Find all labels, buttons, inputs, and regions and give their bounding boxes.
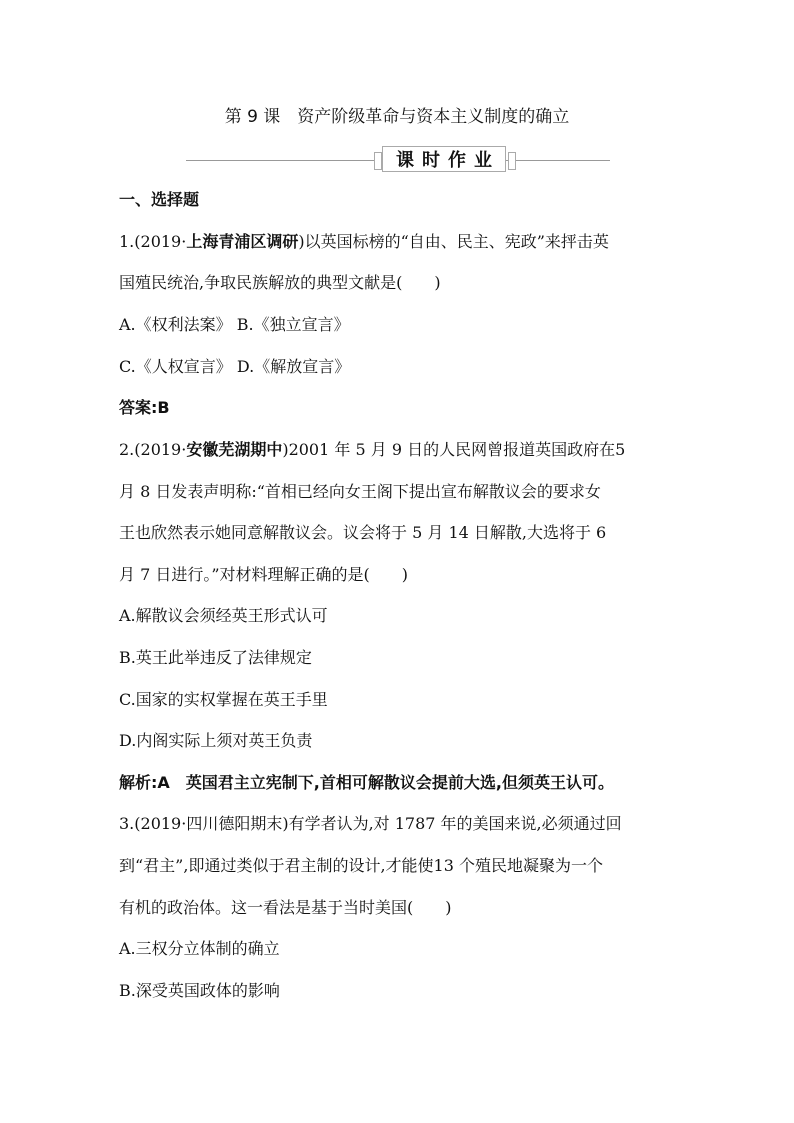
lesson-title: 第 9 课 资产阶级革命与资本主义制度的确立 bbox=[224, 107, 570, 127]
q3-line-3: 有机的政治体。这一看法是基于当时美国( ) bbox=[119, 898, 452, 917]
q1-answer: 答案:B bbox=[119, 398, 170, 417]
banner-text: 课时作业 bbox=[396, 150, 500, 171]
q2-option-b: B.英王此举违反了法律规定 bbox=[119, 648, 312, 667]
q2-source: 安徽芜湖期中 bbox=[186, 440, 283, 459]
q2-line-3: 王也欣然表示她同意解散议会。议会将于 5 月 14 日解散,大选将于 6 bbox=[119, 523, 607, 542]
q1-source: 上海青浦区调研 bbox=[186, 232, 299, 251]
q1-options-ab: A.《权利法案》 B.《独立宣言》 bbox=[119, 315, 350, 334]
q2-line-2: 月 8 日发表声明称:“首相已经向女王阁下提出宣布解散议会的要求女 bbox=[119, 482, 601, 501]
q3-line-2: 到“君主”,即通过类似于君主制的设计,才能使13 个殖民地凝聚为一个 bbox=[119, 856, 603, 875]
q3-prefix: 3.(2019· bbox=[119, 814, 187, 833]
q2-option-c: C.国家的实权掌握在英王手里 bbox=[119, 690, 328, 709]
q1-prefix: 1.(2019· bbox=[119, 232, 187, 251]
q2-line-4: 月 7 日进行。”对材料理解正确的是( ) bbox=[119, 565, 409, 584]
q3-option-b: B.深受英国政体的影响 bbox=[119, 981, 280, 1000]
homework-banner bbox=[186, 144, 610, 174]
q3-source: 四川德阳期末 bbox=[186, 814, 283, 833]
q2-option-d: D.内阁实际上须对英王负责 bbox=[119, 731, 313, 750]
section-heading: 一、选择题 bbox=[119, 190, 200, 209]
q2-prefix: 2.(2019· bbox=[119, 440, 187, 459]
banner-right-cap bbox=[508, 152, 516, 170]
q1-line-1 bbox=[119, 230, 679, 254]
q3-option-a: A.三权分立体制的确立 bbox=[119, 939, 280, 958]
banner-box bbox=[382, 146, 506, 172]
q2-option-a: A.解散议会须经英王形式认可 bbox=[119, 606, 328, 625]
q1-line-2: 国殖民统治,争取民族解放的典型文献是( ) bbox=[119, 273, 441, 292]
q2-analysis: 解析:A 英国君主立宪制下,首相可解散议会提前大选,但须英王认可。 bbox=[119, 773, 614, 792]
q3-line-1 bbox=[119, 812, 679, 836]
banner-left-cap bbox=[374, 152, 382, 170]
q2-line-1 bbox=[119, 438, 679, 462]
q3-text-1: )有学者认为,对 1787 年的美国来说,必须通过回 bbox=[282, 814, 622, 833]
q2-text-1: )2001 年 5 月 9 日的人民网曾报道英国政府在5 bbox=[282, 440, 626, 459]
q1-options-cd: C.《人权宣言》 D.《解放宣言》 bbox=[119, 357, 351, 376]
q1-text-1: )以英国标榜的“自由、民主、宪政”来抨击英 bbox=[298, 232, 609, 251]
